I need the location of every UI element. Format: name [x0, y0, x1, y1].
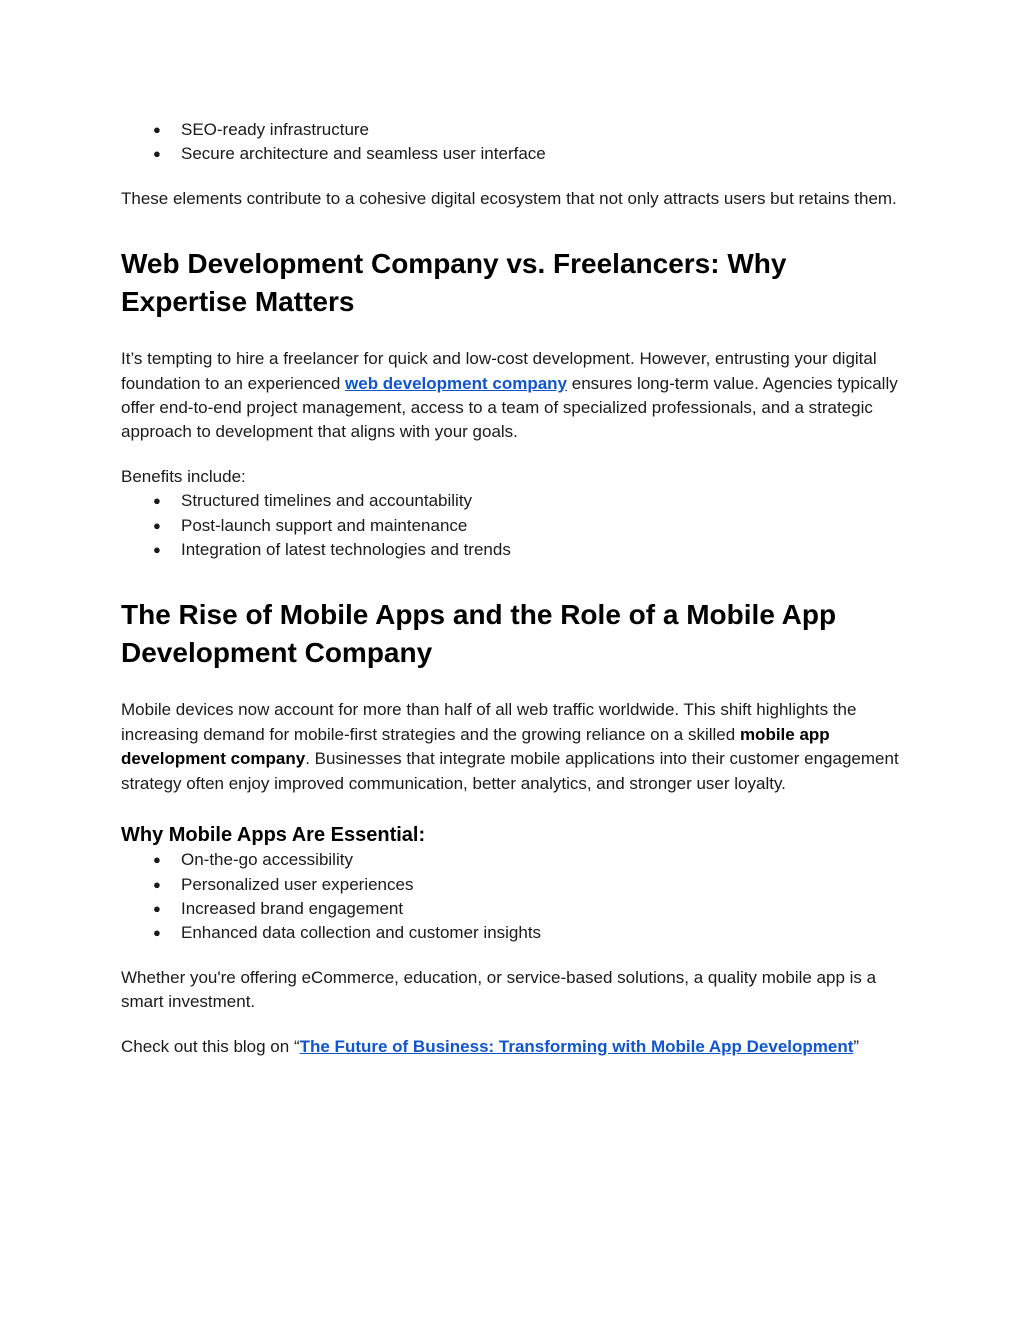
- web-dev-paragraph: [121, 347, 901, 445]
- document-page: [121, 118, 901, 1059]
- list-item: [121, 118, 901, 142]
- bullet-icon: ●: [153, 900, 161, 916]
- list-item: [121, 873, 901, 897]
- bullet-icon: ●: [153, 876, 161, 892]
- list-item-text: Personalized user experiences: [181, 874, 414, 894]
- section-heading-web-dev: Web Development Company vs. Freelancers: Why Expertise Matters: [121, 248, 787, 318]
- list-item: [121, 848, 901, 872]
- paragraph-text: Mobile devices now account for more than half of all web traffic worldwide. This shift highlights the increasing demand for mobile-first strategies and the growing reliance on a skilled: [121, 700, 857, 744]
- bullet-icon: ●: [153, 925, 161, 941]
- section-heading-mobile-apps: The Rise of Mobile Apps and the Role of a Mobile App Development Company: [121, 599, 837, 669]
- list-item-text: Structured timelines and accountability: [181, 491, 473, 511]
- paragraph-text: It’s tempting to hire a freelancer for quick and low-cost development. However, entrusting your digital foundation to an experienced: [121, 349, 877, 393]
- mobile-apps-paragraph: [121, 698, 901, 796]
- bullet-icon: ●: [153, 493, 161, 509]
- bullet-icon: ●: [153, 146, 161, 162]
- bold-phrase: mobile app development company: [121, 724, 830, 769]
- list-item: [121, 897, 901, 921]
- list-item: [121, 538, 901, 562]
- subheading-why-mobile-apps: Why Mobile Apps Are Essential:: [121, 824, 426, 847]
- list-item: [121, 921, 901, 945]
- bullet-icon: ●: [153, 122, 161, 137]
- bullet-icon: ●: [153, 517, 161, 533]
- list-item-text: Post-launch support and maintenance: [181, 515, 468, 535]
- list-item-text: SEO-ready infrastructure: [181, 120, 370, 139]
- future-of-business-blog-link[interactable]: The Future of Business: Transforming with Mobile App Development: [299, 1036, 854, 1056]
- blog-reference-paragraph: [121, 1035, 901, 1059]
- paragraph-text: . Businesses that integrate mobile applications into their customer engagement strategy often enjoy improved communication, better analytics, and stronger user loyalty.: [121, 749, 899, 793]
- list-item: [121, 142, 901, 166]
- web-development-company-link[interactable]: web development company: [345, 373, 568, 393]
- paragraph-text: ensures long-term value. Agencies typically offer end-to-end project management, access to a team of specialized professionals, and a strategic approach to development that aligns with your goals.: [121, 373, 898, 442]
- list-item-text: Secure architecture and seamless user interface: [181, 144, 546, 164]
- list-item-text: On-the-go accessibility: [181, 850, 353, 870]
- paragraph-text: Check out this blog on “: [121, 1036, 300, 1056]
- bullet-icon: ●: [153, 852, 161, 868]
- list-item: [121, 514, 901, 538]
- essentials-bullet-list: [121, 848, 901, 946]
- closing-paragraph: Whether you're offering eCommerce, education, or service-based solutions, a quality mobile app is a smart investment.: [121, 967, 877, 1012]
- list-item: [121, 489, 901, 513]
- list-item-text: Integration of latest technologies and trends: [181, 540, 511, 560]
- list-item-text: Enhanced data collection and customer insights: [181, 923, 542, 943]
- paragraph-text: ”: [853, 1036, 860, 1056]
- intro-bullet-list: [121, 118, 901, 167]
- benefits-bullet-list: [121, 489, 901, 562]
- bullet-icon: ●: [153, 542, 161, 558]
- intro-paragraph: These elements contribute to a cohesive digital ecosystem that not only attracts users but retains them.: [121, 188, 897, 208]
- benefits-label: Benefits include:: [121, 466, 246, 486]
- list-item-text: Increased brand engagement: [181, 898, 404, 918]
